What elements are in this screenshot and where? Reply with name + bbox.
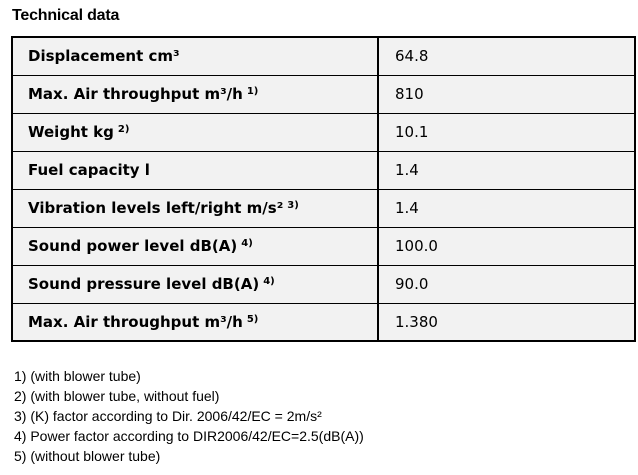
- footnote-ref: 1): [246, 86, 259, 97]
- footnote: 3) (K) factor according to Dir. 2006/42/EC = 2m/s²: [14, 408, 322, 424]
- row-value: 1.4: [378, 151, 635, 189]
- row-label: [12, 37, 378, 75]
- row-label: [12, 227, 378, 265]
- table-row: [12, 189, 635, 227]
- row-label-text: Sound pressure level dB(A): [28, 275, 260, 293]
- table-row: [12, 265, 635, 303]
- row-value: 10.1: [378, 113, 635, 151]
- footnote: 2) (with blower tube, without fuel): [14, 388, 220, 404]
- row-label: [12, 189, 378, 227]
- table-row: [12, 151, 635, 189]
- row-label: [12, 113, 378, 151]
- row-label-text: Fuel capacity l: [28, 161, 150, 179]
- row-label-text: Displacement cm³: [28, 47, 180, 66]
- row-label-text: Weight kg: [28, 123, 114, 141]
- footnote-ref: 5): [246, 313, 259, 325]
- footnote-ref: 4): [241, 238, 253, 249]
- row-label-text: Vibration levels left/right m/s²: [28, 199, 284, 217]
- row-value: 1.4: [378, 189, 635, 227]
- footnote-ref: 2): [117, 124, 130, 135]
- table-row: [12, 113, 635, 151]
- table-row: [12, 75, 635, 113]
- row-label: [12, 151, 378, 189]
- footnote: 4) Power factor according to DIR2006/42/EC=2.5(dB(A)): [14, 428, 364, 444]
- row-label: [12, 265, 378, 303]
- row-label: [12, 75, 378, 113]
- row-label-text: Max. Air throughput m³/h: [28, 85, 243, 103]
- row-label-text: Max. Air throughput m³/h: [28, 312, 243, 331]
- table-row: [12, 227, 635, 265]
- footnote-ref: 3): [287, 200, 299, 211]
- row-value: 64.8: [378, 37, 635, 75]
- row-label-text: Sound power level dB(A): [28, 237, 238, 255]
- row-value: 90.0: [378, 265, 635, 303]
- page-title: Technical data: [12, 7, 120, 24]
- row-value: 100.0: [378, 227, 635, 265]
- footnotes: [14, 366, 364, 466]
- technical-data-table: [11, 36, 636, 342]
- table-row: [12, 303, 635, 341]
- footnote: 1) (with blower tube): [14, 368, 141, 384]
- footnote-ref: 4): [263, 276, 275, 287]
- row-value: 1.380: [378, 303, 635, 341]
- table-row: [12, 37, 635, 75]
- row-value: 810: [378, 75, 635, 113]
- row-label: [12, 303, 378, 341]
- footnote: 5) (without blower tube): [14, 448, 161, 464]
